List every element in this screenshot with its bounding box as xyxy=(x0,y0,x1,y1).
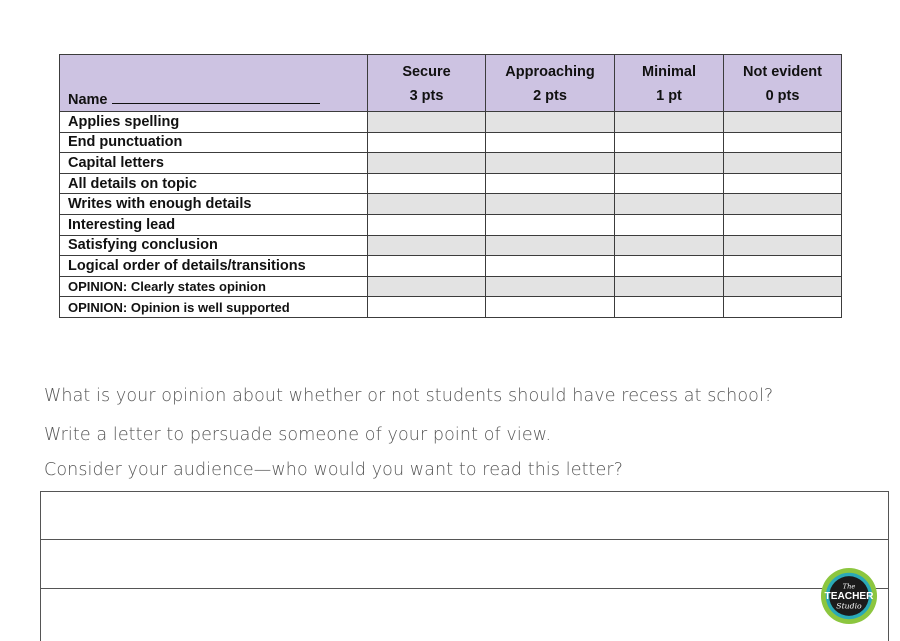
level-label: Not evident xyxy=(743,64,822,80)
writing-line xyxy=(41,539,888,540)
criterion-label: Capital letters xyxy=(60,153,368,174)
logo-bottom-text: Studio xyxy=(836,601,862,611)
score-cell xyxy=(724,214,842,235)
rubric-row xyxy=(60,173,842,194)
score-cell xyxy=(486,132,615,153)
score-cell xyxy=(724,132,842,153)
score-cell xyxy=(724,173,842,194)
criterion-label: End punctuation xyxy=(60,132,368,153)
rubric-table xyxy=(59,54,842,318)
score-cell xyxy=(615,194,724,215)
writing-area[interactable] xyxy=(40,491,889,641)
score-cell xyxy=(615,112,724,133)
rubric-row xyxy=(60,256,842,277)
score-cell xyxy=(486,112,615,133)
logo-top-text: The xyxy=(842,582,856,591)
criterion-label: Applies spelling xyxy=(60,112,368,133)
score-cell xyxy=(486,276,615,297)
name-header xyxy=(60,55,368,112)
score-cell xyxy=(368,297,486,318)
score-cell xyxy=(615,173,724,194)
level-label: Approaching xyxy=(505,64,595,80)
rubric-row xyxy=(60,112,842,133)
level-points: 0 pts xyxy=(765,88,800,104)
level-header-secure xyxy=(368,55,486,112)
score-cell xyxy=(368,194,486,215)
score-cell xyxy=(615,153,724,174)
score-cell xyxy=(486,214,615,235)
criterion-label: Logical order of details/transitions xyxy=(60,256,368,277)
score-cell xyxy=(486,235,615,256)
prompt-question: What is your opinion about whether or not students should have recess at school? xyxy=(44,386,774,406)
score-cell xyxy=(368,256,486,277)
writing-line xyxy=(41,588,888,589)
name-blank-line xyxy=(112,89,320,104)
level-points: 1 pt xyxy=(656,88,682,104)
criterion-label: OPINION: Clearly states opinion xyxy=(60,276,368,297)
rubric-row xyxy=(60,153,842,174)
prompt-audience: Consider your audience—who would you want to read this letter? xyxy=(44,460,624,480)
score-cell xyxy=(486,153,615,174)
rubric-row xyxy=(60,235,842,256)
level-label: Minimal xyxy=(642,64,696,80)
score-cell xyxy=(615,276,724,297)
level-points: 2 pts xyxy=(533,88,567,104)
rubric-row xyxy=(60,276,842,297)
score-cell xyxy=(615,235,724,256)
level-points: 3 pts xyxy=(409,88,444,104)
score-cell xyxy=(615,214,724,235)
score-cell xyxy=(368,276,486,297)
score-cell xyxy=(486,173,615,194)
score-cell xyxy=(368,235,486,256)
rubric-row xyxy=(60,214,842,235)
criterion-label: Writes with enough details xyxy=(60,194,368,215)
score-cell xyxy=(724,153,842,174)
criterion-label: Satisfying conclusion xyxy=(60,235,368,256)
criterion-label: Interesting lead xyxy=(60,214,368,235)
rubric-header-row xyxy=(60,55,842,112)
rubric-row xyxy=(60,132,842,153)
level-header-approaching xyxy=(486,55,615,112)
name-label: Name xyxy=(68,92,108,108)
teacher-studio-logo xyxy=(820,567,878,625)
prompt-instruction: Write a letter to persuade someone of your point of view. xyxy=(44,425,552,445)
score-cell xyxy=(486,256,615,277)
level-header-minimal xyxy=(615,55,724,112)
score-cell xyxy=(724,297,842,318)
score-cell xyxy=(486,297,615,318)
level-header-not-evident xyxy=(724,55,842,112)
level-label: Secure xyxy=(402,64,451,80)
score-cell xyxy=(368,214,486,235)
score-cell xyxy=(615,256,724,277)
score-cell xyxy=(368,132,486,153)
score-cell xyxy=(368,173,486,194)
score-cell xyxy=(724,256,842,277)
rubric-row xyxy=(60,194,842,215)
logo-main-text: TEACHER xyxy=(824,590,874,602)
criterion-label: All details on topic xyxy=(60,173,368,194)
score-cell xyxy=(724,194,842,215)
score-cell xyxy=(368,153,486,174)
score-cell xyxy=(615,297,724,318)
rubric-row xyxy=(60,297,842,318)
score-cell xyxy=(724,112,842,133)
score-cell xyxy=(368,112,486,133)
score-cell xyxy=(724,235,842,256)
score-cell xyxy=(724,276,842,297)
score-cell xyxy=(615,132,724,153)
criterion-label: OPINION: Opinion is well supported xyxy=(60,297,368,318)
score-cell xyxy=(486,194,615,215)
